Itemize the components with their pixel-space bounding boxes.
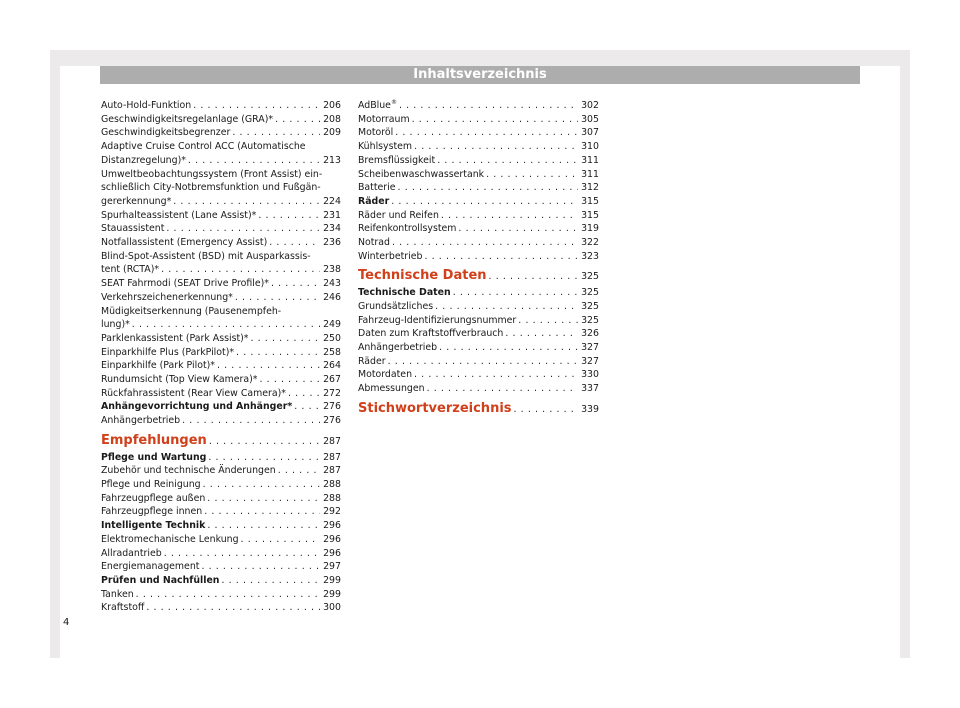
toc-entry[interactable] — [358, 341, 599, 355]
toc-entry-label: Verkehrszeichenerkennung* — [101, 291, 233, 303]
dot-leader — [250, 332, 320, 346]
toc-entry[interactable] — [101, 209, 341, 223]
toc-entry[interactable] — [101, 547, 341, 561]
toc-page-number: 287 — [323, 465, 341, 477]
toc-entry[interactable] — [358, 99, 599, 113]
dot-leader — [486, 168, 578, 182]
toc-entry-label: Motoröl — [358, 127, 394, 139]
dot-leader — [395, 126, 578, 140]
toc-page-number: 315 — [581, 209, 599, 221]
dot-leader — [271, 277, 320, 291]
dot-leader — [518, 314, 578, 328]
toc-entry[interactable] — [101, 533, 341, 547]
toc-page-number: 311 — [581, 168, 599, 180]
toc-page-number: 337 — [581, 383, 599, 395]
toc-entry-label: Geschwindigkeitsregelanlage (GRA)* — [101, 113, 274, 125]
toc-entry[interactable] — [101, 236, 341, 250]
toc-page-number: 307 — [581, 127, 599, 139]
toc-page-number: 323 — [581, 250, 599, 262]
toc-entry[interactable] — [101, 305, 341, 332]
toc-page-number: 299 — [323, 574, 341, 586]
dot-leader — [388, 355, 578, 369]
toc-page-number: 249 — [323, 319, 341, 331]
toc-entry[interactable] — [101, 359, 341, 373]
toc-column-left — [101, 99, 341, 615]
dot-leader — [514, 403, 579, 417]
dot-leader — [414, 368, 578, 382]
toc-entry-label: Distanzregelung)* — [101, 154, 186, 166]
toc-entry-label: Räder und Reifen — [358, 209, 439, 221]
dot-leader — [166, 222, 320, 236]
toc-page-number: 224 — [323, 195, 341, 207]
toc-entry-label: Daten zum Kraftstoffverbrauch — [358, 328, 504, 340]
dot-leader — [217, 359, 320, 373]
dot-leader — [439, 341, 578, 355]
dot-leader — [208, 451, 320, 465]
dot-leader — [437, 154, 578, 168]
toc-page-number: 231 — [323, 209, 341, 221]
dot-leader — [204, 505, 320, 519]
dot-leader — [260, 373, 321, 387]
toc-entry-label: Pflege und Wartung — [101, 451, 207, 463]
toc-entry[interactable] — [358, 209, 599, 223]
toc-entry[interactable] — [358, 113, 599, 127]
toc-entry-label: Prüfen und Nachfüllen — [101, 574, 220, 586]
toc-entry-label: tent (RCTA)* — [101, 264, 160, 276]
toc-entry[interactable] — [101, 250, 341, 277]
toc-entry-label: Winterbetrieb — [358, 250, 423, 262]
toc-entry-label: Kühlsystem — [358, 141, 413, 153]
dot-leader — [161, 263, 320, 277]
toc-entry-label: Technische Daten — [358, 268, 487, 284]
toc-entry-label: Tanken — [101, 588, 134, 600]
toc-entry[interactable] — [101, 414, 341, 428]
toc-entry[interactable] — [101, 588, 341, 602]
dot-leader — [235, 291, 320, 305]
page-header: Inhaltsverzeichnis — [100, 66, 860, 84]
toc-entry-label: Notfallassistent (Emergency Assist) — [101, 237, 268, 249]
toc-entry[interactable] — [101, 519, 341, 533]
dot-leader — [241, 533, 321, 547]
dot-leader — [209, 435, 320, 449]
dot-leader — [453, 286, 578, 300]
toc-entry[interactable] — [358, 222, 599, 236]
toc-entry-label: Abmessungen — [358, 383, 425, 395]
toc-entry-label: Anhängevorrichtung und Anhänger* — [101, 401, 293, 413]
toc-entry[interactable] — [101, 291, 341, 305]
toc-page-number: 276 — [323, 415, 341, 427]
toc-entry-label: Einparkhilfe Plus (ParkPilot)* — [101, 346, 235, 358]
toc-entry[interactable] — [101, 505, 341, 519]
toc-entry[interactable] — [101, 451, 341, 465]
dot-leader — [427, 382, 579, 396]
toc-page-number: 258 — [323, 346, 341, 358]
dot-leader — [232, 126, 320, 140]
dot-leader — [398, 181, 579, 195]
toc-page-number: 319 — [581, 223, 599, 235]
toc-page-number: 325 — [581, 271, 599, 283]
toc-entry[interactable] — [101, 601, 341, 615]
toc-entry-label: Pflege und Reinigung — [101, 478, 201, 490]
toc-page-number: 325 — [581, 300, 599, 312]
toc-entry[interactable] — [101, 113, 341, 127]
dot-leader — [294, 400, 320, 414]
toc-page-number: 325 — [581, 314, 599, 326]
toc-page-number: 234 — [323, 223, 341, 235]
toc-page-number: 276 — [323, 401, 341, 413]
toc-entry-label-line: Blind-Spot-Assistent (BSD) mit Ausparkassis- — [101, 250, 311, 262]
toc-entry-label: lung)* — [101, 319, 130, 331]
dot-leader — [207, 492, 320, 506]
toc-entry-label: Kraftstoff — [101, 602, 145, 614]
toc-entry[interactable] — [358, 382, 599, 396]
toc-page-number: 339 — [581, 403, 599, 415]
dot-leader — [188, 154, 320, 168]
toc-page-number: 312 — [581, 182, 599, 194]
toc-entry[interactable] — [358, 236, 599, 250]
dot-leader — [269, 236, 320, 250]
dot-leader — [207, 519, 320, 533]
toc-entry-label: Parklenkassistent (Park Assist)* — [101, 332, 249, 344]
dot-leader — [489, 270, 579, 284]
toc-entry-label: Batterie — [358, 182, 396, 194]
page-number: 4 — [63, 617, 70, 628]
toc-entry-label: Rundumsicht (Top View Kamera)* — [101, 374, 258, 386]
toc-entry[interactable] — [358, 355, 599, 369]
toc-entry[interactable] — [101, 560, 341, 574]
toc-entry[interactable] — [358, 286, 599, 300]
toc-page-number: 311 — [581, 154, 599, 166]
toc-entry-label: Zubehör und technische Änderungen — [101, 465, 276, 477]
toc-entry-label: Bremsflüssigkeit — [358, 154, 436, 166]
toc-entry-label: Energiemanagement — [101, 561, 200, 573]
toc-entry[interactable] — [101, 373, 341, 387]
toc-page-number: 292 — [323, 506, 341, 518]
toc-page-number: 236 — [323, 237, 341, 249]
toc-entry[interactable] — [101, 99, 341, 113]
toc-entry[interactable] — [358, 195, 599, 209]
toc-entry[interactable] — [101, 574, 341, 588]
toc-page-number: 327 — [581, 355, 599, 367]
toc-page-number: 296 — [323, 533, 341, 545]
toc-entry[interactable] — [101, 464, 341, 478]
dot-leader — [441, 209, 578, 223]
dot-leader — [182, 414, 320, 428]
toc-entry-label: Fahrzeugpflege innen — [101, 506, 203, 518]
toc-section-heading[interactable] — [358, 402, 599, 417]
toc-page-number: 300 — [323, 602, 341, 614]
toc-entry-label: Stichwortverzeichnis — [358, 400, 512, 416]
dot-leader — [278, 464, 320, 478]
toc-entry-label: Einparkhilfe (Park Pilot)* — [101, 360, 215, 372]
toc-page-number: 243 — [323, 278, 341, 290]
dot-leader — [258, 209, 320, 223]
dot-leader — [414, 140, 578, 154]
toc-entry[interactable] — [358, 250, 599, 264]
toc-entry-label: SEAT Fahrmodi (SEAT Drive Profile)* — [101, 278, 269, 290]
toc-entry-label-line: Adaptive Cruise Control ACC (Automatische — [101, 141, 306, 153]
toc-page-number: 330 — [581, 369, 599, 381]
toc-entry[interactable] — [101, 140, 341, 167]
toc-page-number: 264 — [323, 360, 341, 372]
toc-page-number: 287 — [323, 451, 341, 463]
toc-entry-label-line: schließlich City-Notbremsfunktion und Fußgän- — [101, 182, 321, 194]
toc-entry[interactable] — [101, 400, 341, 414]
toc-entry[interactable] — [358, 168, 599, 182]
dot-leader — [412, 113, 578, 127]
toc-entry-label: Geschwindigkeitsbegrenzer — [101, 127, 231, 139]
dot-leader — [132, 318, 320, 332]
toc-page-number: 238 — [323, 264, 341, 276]
toc-page-number: 246 — [323, 291, 341, 303]
toc-entry[interactable] — [101, 492, 341, 506]
toc-entry[interactable] — [358, 368, 599, 382]
dot-leader — [505, 327, 578, 341]
toc-entry[interactable] — [358, 181, 599, 195]
toc-entry[interactable] — [358, 300, 599, 314]
dot-leader — [458, 222, 578, 236]
dot-leader — [391, 195, 578, 209]
toc-entry-label: Fahrzeugpflege außen — [101, 492, 206, 504]
toc-page-number: 310 — [581, 141, 599, 153]
toc-page-number: 326 — [581, 328, 599, 340]
toc-page-number: 288 — [323, 478, 341, 490]
toc-entry-label: Motorraum — [358, 113, 410, 125]
toc-page-number: 272 — [323, 387, 341, 399]
toc-page-number: 208 — [323, 113, 341, 125]
toc-entry[interactable] — [358, 140, 599, 154]
toc-entry-label: Grundsätzliches — [358, 300, 434, 312]
toc-entry[interactable] — [101, 387, 341, 401]
toc-entry-label: gererkennung* — [101, 195, 172, 207]
toc-entry-label: Räder — [358, 355, 386, 367]
toc-page-number: 302 — [581, 100, 599, 111]
toc-page-number: 287 — [323, 435, 341, 447]
toc-page-number: 250 — [323, 332, 341, 344]
toc-entry-label: Anhängerbetrieb — [101, 415, 181, 427]
dot-leader — [201, 560, 320, 574]
dot-leader — [288, 387, 320, 401]
toc-page-number: 206 — [323, 100, 341, 111]
dot-leader — [136, 588, 320, 602]
toc-entry-label: Scheibenwaschwassertank — [358, 168, 485, 180]
toc-page-number: 296 — [323, 547, 341, 559]
registered-mark: ® — [390, 98, 397, 106]
toc-entry-label-line: Umweltbeobachtungssystem (Front Assist) ein- — [101, 168, 323, 180]
dot-leader — [203, 478, 320, 492]
toc-page-number: 322 — [581, 237, 599, 249]
toc-entry-label: AdBlue® — [358, 98, 397, 111]
dot-leader — [236, 346, 320, 360]
toc-entry[interactable] — [358, 314, 599, 328]
toc-entry[interactable] — [358, 126, 599, 140]
toc-entry-label: Empfehlungen — [101, 432, 207, 448]
toc-entry-label: Intelligente Technik — [101, 520, 206, 532]
toc-page-number: 296 — [323, 520, 341, 532]
toc-page-number: 267 — [323, 374, 341, 386]
toc-page-number: 325 — [581, 287, 599, 299]
toc-entry[interactable] — [358, 327, 599, 341]
toc-page-number: 297 — [323, 561, 341, 573]
dot-leader — [399, 99, 578, 113]
toc-entry-label: Stauassistent — [101, 223, 165, 235]
toc-entry[interactable] — [101, 168, 341, 209]
dot-leader — [275, 113, 320, 127]
toc-entry[interactable] — [101, 346, 341, 360]
toc-entry[interactable] — [358, 154, 599, 168]
toc-entry-label: Reifenkontrollsystem — [358, 223, 457, 235]
dot-leader — [424, 250, 578, 264]
toc-entry-label: Anhängerbetrieb — [358, 341, 438, 353]
toc-entry-label: Allradantrieb — [101, 547, 162, 559]
toc-entry-label: Spurhalteassistent (Lane Assist)* — [101, 209, 257, 221]
toc-page-number: 288 — [323, 492, 341, 504]
toc-entry-label: Auto-Hold-Funktion — [101, 100, 192, 111]
toc-section-heading[interactable] — [358, 269, 599, 284]
toc-entry-label: Notrad — [358, 237, 390, 249]
toc-page-number: 315 — [581, 195, 599, 207]
toc-entry[interactable] — [101, 222, 341, 236]
toc-entry[interactable] — [101, 332, 341, 346]
toc-page-number: 213 — [323, 154, 341, 166]
toc-entry-label: Räder — [358, 195, 390, 207]
dot-leader — [435, 300, 578, 314]
toc-entry-label: Rückfahrassistent (Rear View Camera)* — [101, 387, 286, 399]
toc-page-number: 305 — [581, 113, 599, 125]
toc-entry-label: Fahrzeug-Identifizierungsnummer — [358, 314, 517, 326]
toc-entry-label: Motordaten — [358, 369, 413, 381]
toc-entry-label: Technische Daten — [358, 287, 451, 299]
toc-entry-label-line: Müdigkeitserkennung (Pausenempfeh- — [101, 305, 282, 317]
toc-entry-label: Elektromechanische Lenkung — [101, 533, 239, 545]
dot-leader — [164, 547, 320, 561]
toc-column-right — [358, 99, 599, 418]
dot-leader — [173, 195, 320, 209]
dot-leader — [392, 236, 578, 250]
dot-leader — [221, 574, 320, 588]
dot-leader — [146, 601, 320, 615]
dot-leader — [193, 99, 320, 113]
toc-page-number: 327 — [581, 341, 599, 353]
toc-section-heading[interactable] — [101, 434, 341, 449]
toc-page-number: 209 — [323, 127, 341, 139]
toc-entry[interactable] — [101, 126, 341, 140]
toc-entry[interactable] — [101, 277, 341, 291]
toc-entry[interactable] — [101, 478, 341, 492]
toc-page-number: 299 — [323, 588, 341, 600]
